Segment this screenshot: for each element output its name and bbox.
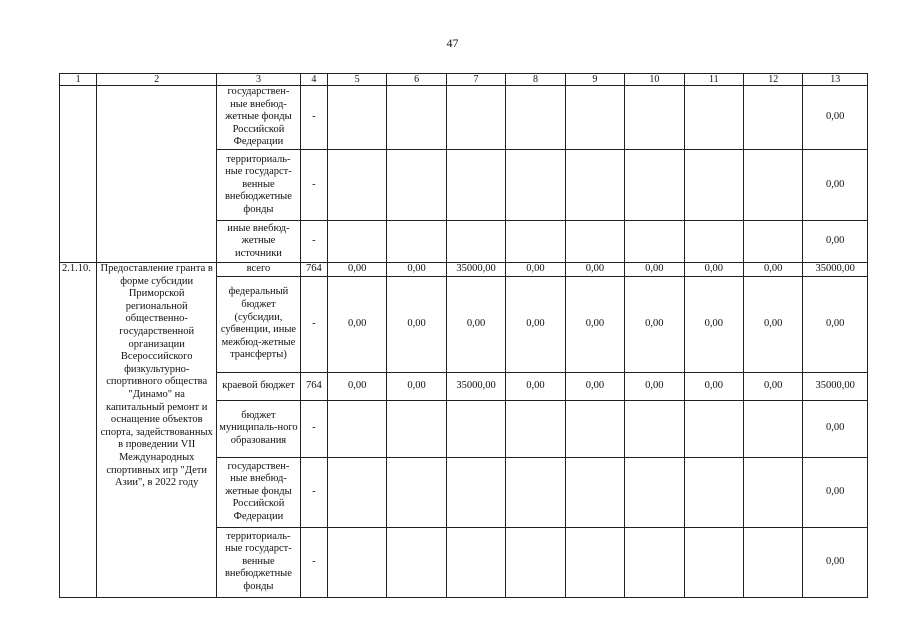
col-header: 9 — [565, 74, 624, 86]
cell-value — [506, 221, 565, 263]
cell-value — [625, 400, 684, 457]
cell-value: 0,00 — [327, 263, 386, 277]
cell-value — [446, 527, 505, 597]
cell-value — [625, 86, 684, 150]
table-row — [60, 263, 868, 277]
col-header: 12 — [744, 74, 803, 86]
cell-value: 0,00 — [565, 263, 624, 277]
cell-code: - — [300, 400, 327, 457]
col-header: 7 — [446, 74, 505, 86]
table-row — [60, 86, 868, 150]
cell-value — [684, 86, 743, 150]
cell-value: 0,00 — [506, 372, 565, 400]
cell-value: 0,00 — [684, 372, 743, 400]
col-header: 13 — [803, 74, 868, 86]
cell-code: - — [300, 221, 327, 263]
cell-value — [327, 221, 386, 263]
cell-code: - — [300, 276, 327, 372]
col-header: 8 — [506, 74, 565, 86]
cell-value — [506, 457, 565, 527]
cell-value — [744, 457, 803, 527]
col-header: 6 — [387, 74, 446, 86]
funding-source: всего — [217, 263, 301, 277]
cell-value — [506, 86, 565, 150]
cell-total: 0,00 — [803, 150, 868, 221]
cell-value — [327, 400, 386, 457]
cell-value: 0,00 — [387, 372, 446, 400]
cell-value — [506, 527, 565, 597]
funding-source: федеральный бюджет (субсидии, субвенции, иные межбюд-жетные трансферты) — [217, 276, 301, 372]
cell-value: 0,00 — [387, 263, 446, 277]
cell-value — [327, 150, 386, 221]
funding-source: бюджет муниципаль-ного образования — [217, 400, 301, 457]
cell-value: 0,00 — [565, 276, 624, 372]
cell-value — [684, 527, 743, 597]
header-row — [60, 74, 868, 86]
item-description: Предоставление гранта в форме субсидии Приморской региональной общественно-государственной организации Всероссийского физкультурно-спортивного общества "Динамо" на капитальный ремонт и оснащение объектов спорта, задействованных в проведении VII Международных спортивных игр "Дети Азии", в 2022 году — [97, 263, 217, 598]
cell-value — [387, 457, 446, 527]
cell-value — [684, 150, 743, 221]
cell-value — [387, 86, 446, 150]
budget-table — [59, 73, 868, 598]
cell-code: 764 — [300, 372, 327, 400]
cell-value — [327, 86, 386, 150]
funding-source: территориаль-ные государст-венные внебюджетные фонды — [217, 150, 301, 221]
cell-value: 0,00 — [506, 276, 565, 372]
cell-total: 0,00 — [803, 457, 868, 527]
cell-value — [387, 221, 446, 263]
cell-value — [565, 221, 624, 263]
cell-value — [327, 457, 386, 527]
cell-value — [684, 457, 743, 527]
cell-code: - — [300, 527, 327, 597]
cell-value: 0,00 — [506, 263, 565, 277]
cell-value: 35000,00 — [446, 263, 505, 277]
cell-value — [446, 221, 505, 263]
cell-blank — [60, 86, 97, 263]
cell-value — [565, 457, 624, 527]
cell-value: 0,00 — [625, 372, 684, 400]
cell-total: 0,00 — [803, 400, 868, 457]
cell-value: 0,00 — [327, 372, 386, 400]
funding-source: территориаль-ные государст-венные внебюджетные фонды — [217, 527, 301, 597]
cell-code: - — [300, 150, 327, 221]
cell-value — [506, 150, 565, 221]
cell-value — [625, 457, 684, 527]
cell-value: 0,00 — [625, 276, 684, 372]
col-header: 4 — [300, 74, 327, 86]
cell-value — [744, 527, 803, 597]
cell-value — [506, 400, 565, 457]
funding-source: государствен-ные внебюд-жетные фонды Российской Федерации — [217, 457, 301, 527]
col-header: 1 — [60, 74, 97, 86]
cell-value — [446, 86, 505, 150]
page-number: 47 — [446, 36, 459, 50]
cell-value: 0,00 — [327, 276, 386, 372]
cell-code: - — [300, 457, 327, 527]
cell-value — [744, 86, 803, 150]
cell-total: 35000,00 — [803, 372, 868, 400]
col-header: 3 — [217, 74, 301, 86]
cell-code: 764 — [300, 263, 327, 277]
cell-value — [387, 150, 446, 221]
funding-source: государствен-ные внебюд-жетные фонды Российской Федерации — [217, 86, 301, 150]
col-header: 10 — [625, 74, 684, 86]
cell-total: 0,00 — [803, 221, 868, 263]
cell-total: 0,00 — [803, 527, 868, 597]
funding-source: иные внебюд-жетные источники — [217, 221, 301, 263]
cell-value — [744, 400, 803, 457]
col-header: 11 — [684, 74, 743, 86]
cell-blank — [97, 86, 217, 263]
cell-value — [327, 527, 386, 597]
funding-source: краевой бюджет — [217, 372, 301, 400]
cell-value — [625, 221, 684, 263]
cell-value — [446, 457, 505, 527]
cell-value: 0,00 — [446, 276, 505, 372]
item-number: 2.1.10. — [60, 263, 97, 598]
cell-value: 35000,00 — [446, 372, 505, 400]
cell-total: 0,00 — [803, 276, 868, 372]
cell-value — [446, 150, 505, 221]
cell-value: 0,00 — [684, 276, 743, 372]
cell-value — [565, 527, 624, 597]
cell-value — [565, 150, 624, 221]
col-header: 2 — [97, 74, 217, 86]
cell-value — [744, 150, 803, 221]
cell-value — [684, 400, 743, 457]
cell-value — [446, 400, 505, 457]
cell-value: 0,00 — [684, 263, 743, 277]
cell-value — [625, 527, 684, 597]
cell-total: 35000,00 — [803, 263, 868, 277]
cell-value: 0,00 — [625, 263, 684, 277]
cell-value: 0,00 — [744, 263, 803, 277]
col-header: 5 — [327, 74, 386, 86]
cell-value — [744, 221, 803, 263]
cell-value: 0,00 — [565, 372, 624, 400]
cell-value — [565, 86, 624, 150]
cell-value: 0,00 — [744, 276, 803, 372]
cell-value: 0,00 — [744, 372, 803, 400]
cell-value — [387, 527, 446, 597]
cell-value — [565, 400, 624, 457]
cell-value: 0,00 — [387, 276, 446, 372]
cell-value — [684, 221, 743, 263]
cell-value — [387, 400, 446, 457]
cell-total: 0,00 — [803, 86, 868, 150]
cell-code: - — [300, 86, 327, 150]
cell-value — [625, 150, 684, 221]
